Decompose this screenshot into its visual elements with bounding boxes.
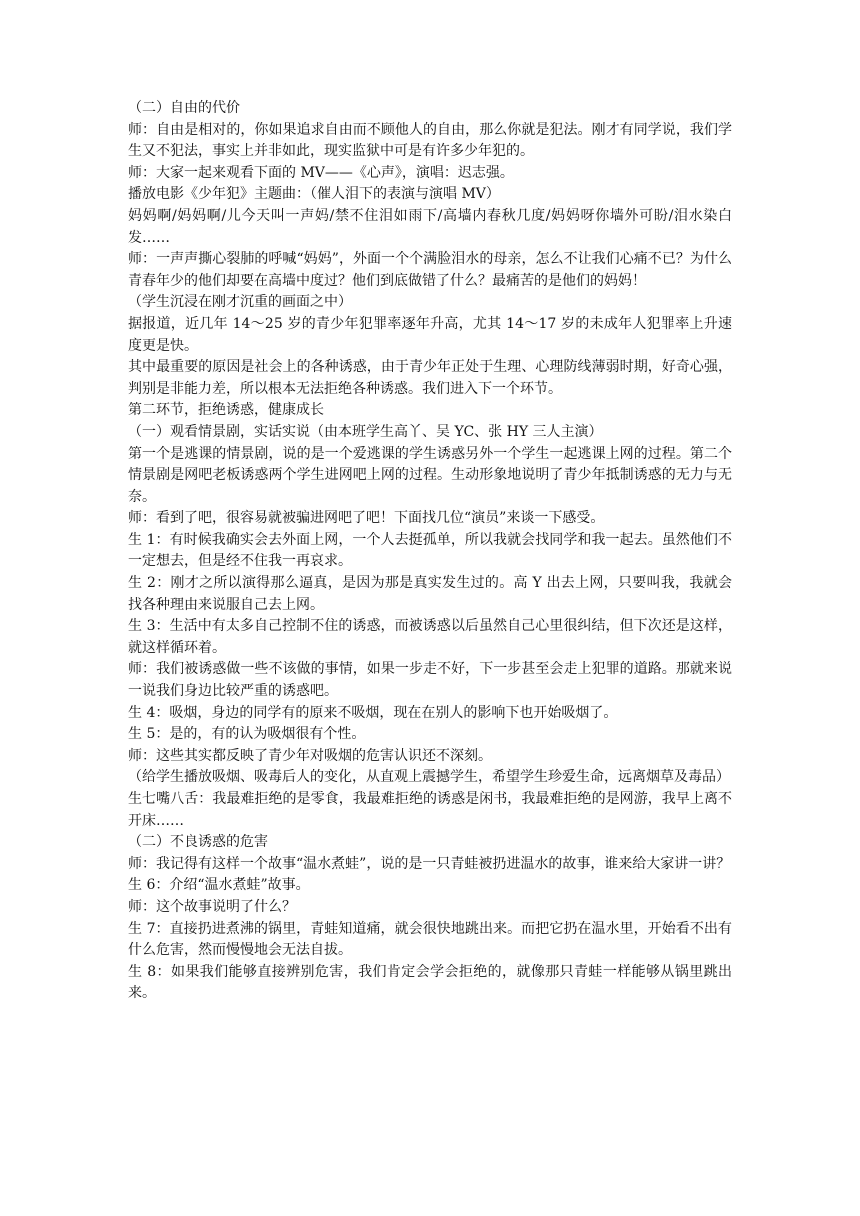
section-heading: （二）自由的代价 <box>128 100 240 116</box>
paragraph: 师：这些其实都反映了青少年对吸烟的危害认识还不深刻。 <box>128 747 492 764</box>
paragraph: 第一个是逃课的情景剧，说的是一个爱逃课的学生诱惑另外一个学生一起逃课上网的过程。第二个情景剧是网吧老板诱惑两个学生进网吧上网的过程。生动形象地说明了青少年抵制诱惑的无力与无奈。 <box>128 445 732 505</box>
paragraph: 其中最重要的原因是社会上的各种诱惑，由于青少年正处于生理、心理防线薄弱时期，好奇心强，判别是非能力差，所以根本无法拒绝各种诱惑。我们进入下一个环节。 <box>128 359 732 397</box>
document-page <box>128 98 732 1005</box>
section-heading: 第二环节，拒绝诱惑，健康成长 <box>128 402 324 419</box>
subsection-heading: （一）观看情景剧，实话实说（由本班学生高丫、吴 YC、张 HY 三人主演） <box>128 423 603 440</box>
paragraph: 师：看到了吧，很容易就被骗进网吧了吧！下面找几位“演员”来谈一下感受。 <box>128 510 605 527</box>
stage-direction: （学生沉浸在刚才沉重的画面之中） <box>128 294 352 311</box>
paragraph: 生 5：是的，有的认为吸烟很有个性。 <box>128 726 366 743</box>
paragraph: 生 6：介绍“温水煮蛙”故事。 <box>128 877 310 894</box>
paragraph: 生 7：直接扔进煮沸的锅里，青蛙知道痛，就会很快地跳出来。而把它扔在温水里，开始看不出有什么危害，然而慢慢地会无法自拔。 <box>128 920 732 959</box>
paragraph: 生 8：如果我们能够直接辨别危害，我们肯定会学会拒绝的，就像那只青蛙一样能够从锅里跳出来。 <box>128 963 732 1002</box>
paragraph: 师：我记得有这样一个故事“温水煮蛙”，说的是一只青蛙被扔进温水的故事，谁来给大家讲一讲？ <box>128 855 731 872</box>
paragraph: 据报道，近几年 14～25 岁的青少年犯罪率逐年升高，尤其 14～17 岁的未成年人犯罪率上升速度更是快。 <box>128 315 732 354</box>
paragraph: 生 2：刚才之所以演得那么逼真，是因为那是真实发生过的。高 Y 出去上网，只要叫我，我就会找各种理由来说服自己去上网。 <box>128 575 732 613</box>
paragraph: 师：这个故事说明了什么？ <box>128 898 296 915</box>
lyrics-paragraph: 妈妈啊/妈妈啊/儿今天叫一声妈/禁不住泪如雨下/高墙内春秋几度/妈妈呀你墙外可盼/泪水染白发…… <box>128 207 732 246</box>
subsection-heading: （二）不良诱惑的危害 <box>128 834 268 851</box>
paragraph: 生 4：吸烟，身边的同学有的原来不吸烟，现在在别人的影响下也开始吸烟了。 <box>128 704 618 721</box>
paragraph: 生 1：有时候我确实会去外面上网，一个人去挺孤单，所以我就会找同学和我一起去。虽然他们不一定想去，但是经不住我一再哀求。 <box>128 531 732 570</box>
paragraph: 师：自由是相对的，你如果追求自由而不顾他人的自由，那么你就是犯法。刚才有同学说，我们学生又不犯法，事实上并非如此，现实监狱中可是有许多少年犯的。 <box>128 121 732 160</box>
paragraph: 生七嘴八舌：我最难拒绝的是零食，我最难拒绝的诱惑是闲书，我最难拒绝的是网游，我早上离不开床…… <box>128 791 732 829</box>
paragraph: 师：我们被诱惑做一些不该做的事情，如果一步走不好，下一步甚至会走上犯罪的道路。那就来说一说我们身边比较严重的诱惑吧。 <box>128 661 732 700</box>
paragraph: 师：大家一起来观看下面的 MV——《心声》，演唱：迟志强。 <box>128 164 514 181</box>
paragraph: 生 3：生活中有太多自己控制不住的诱惑，而被诱惑以后虽然自己心里很纠结，但下次还是这样，就这样循环着。 <box>128 618 732 656</box>
paragraph: 师：一声声撕心裂肺的呼喊“妈妈”，外面一个个满脸泪水的母亲，怎么不让我们心痛不已？为什么青春年少的他们却要在高墙中度过？他们到底做错了什么？最痛苦的是他们的妈妈！ <box>128 251 732 289</box>
paragraph: 播放电影《少年犯》主题曲：（催人泪下的表演与演唱 MV） <box>128 186 500 203</box>
stage-direction: （给学生播放吸烟、吸毒后人的变化，从直观上震撼学生，希望学生珍爱生命，远离烟草及毒品） <box>128 769 730 786</box>
